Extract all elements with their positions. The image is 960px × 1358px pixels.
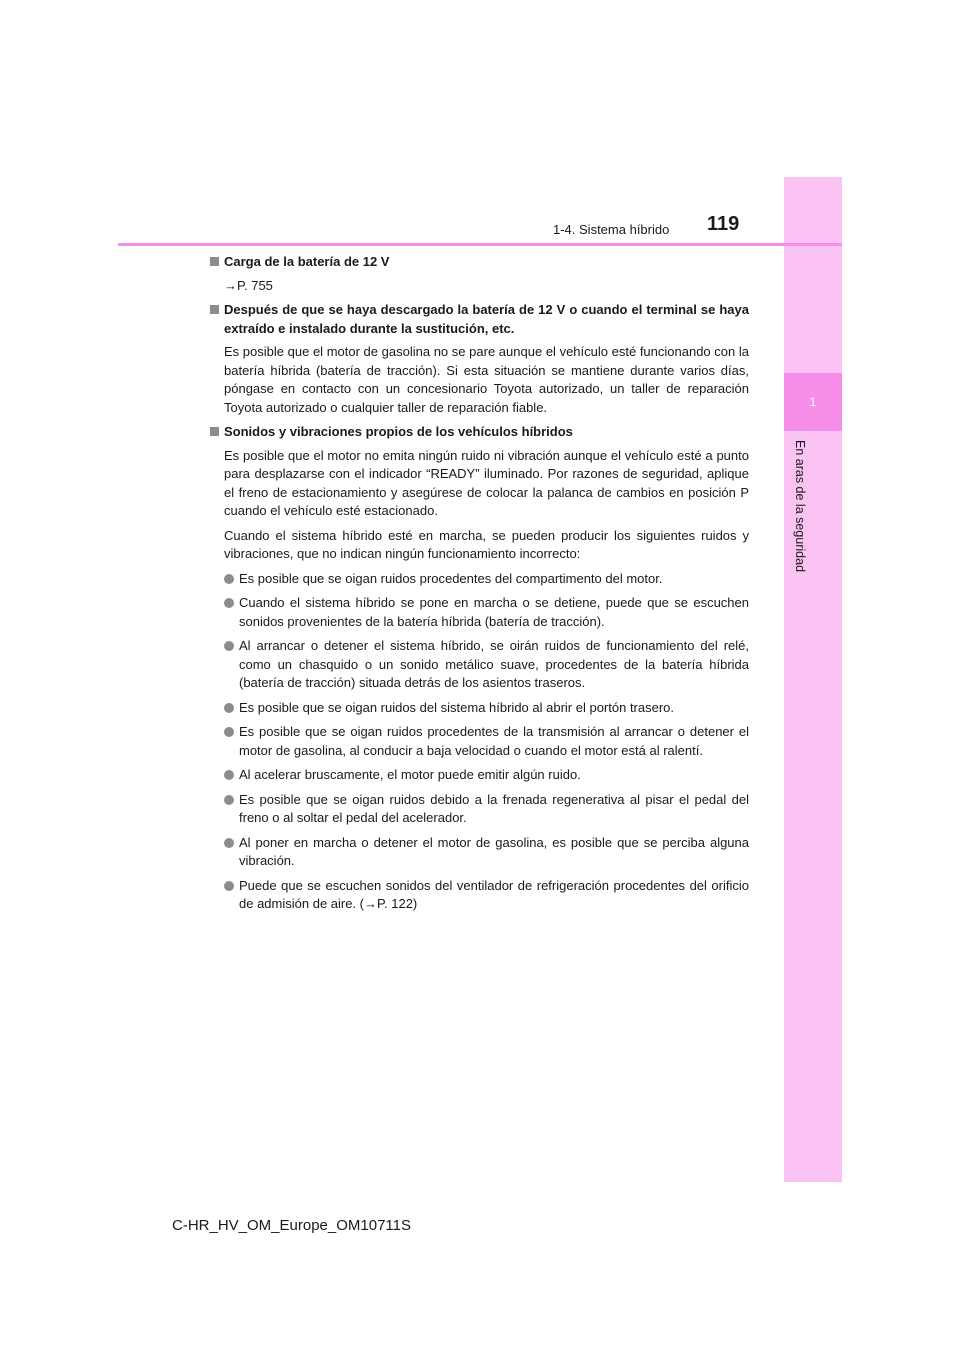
list-item-text: Es posible que se oigan ruidos procedentes de la transmisión al arrancar o detener el motor de gasolina, al conducir a baja velocidad o cuando el motor está al ralentí. [239, 724, 749, 758]
section-heading [209, 301, 749, 338]
list-item [209, 877, 749, 914]
paragraph: Cuando el sistema híbrido esté en marcha, se pueden producir los siguientes ruidos y vibraciones, que no indican ningún funcionamiento incorrecto: [224, 527, 749, 561]
list-item [209, 699, 749, 718]
list-item [209, 791, 749, 828]
circle-bullet-icon [224, 727, 234, 737]
circle-bullet-icon [224, 795, 234, 805]
list-item-text: Es posible que se oigan ruidos procedentes del compartimento del motor. [239, 570, 663, 586]
circle-bullet-icon [224, 641, 234, 651]
square-bullet-icon [210, 305, 219, 314]
list-item-text: Al arrancar o detener el sistema híbrido, se oirán ruidos de funcionamiento del relé, como un chasquido o un sonido metálico suave, procedentes de la batería híbrida (batería de tracción) situada detrás de los asientos traseros. [239, 638, 749, 690]
page-number: 119 [707, 213, 740, 235]
square-bullet-icon [210, 257, 219, 266]
list-item-text: Al poner en marcha o detener el motor de gasolina, es posible que se perciba alguna vibración. [239, 834, 749, 868]
list-item-text: Cuando el sistema híbrido se pone en marcha o se detiene, puede que se escuchen sonidos provenientes de la batería híbrida (batería de tracción). [239, 595, 749, 629]
heading-text: Sonidos y vibraciones propios de los vehículos híbridos [224, 424, 573, 439]
circle-bullet-icon [224, 770, 234, 780]
paragraph: Es posible que el motor de gasolina no se pare aunque el vehículo esté funcionando con la batería híbrida (batería de tracción). Si esta situación se mantiene durante varios días, póngase en contacto con un concesionario Toyota autorizado, un taller de reparación Toyota autorizado o cualquier taller de reparación fiable. [224, 344, 749, 415]
section-heading [209, 423, 749, 442]
list-item-text: Al acelerar bruscamente, el motor puede emitir algún ruido. [239, 767, 581, 782]
circle-bullet-icon [224, 574, 234, 584]
circle-bullet-icon [224, 881, 234, 891]
list-item-text: Es posible que se oigan ruidos debido a la frenada regenerativa al pisar el pedal del freno o al soltar el pedal del acelerador. [239, 791, 749, 825]
cross-reference: →P. 755 [224, 277, 273, 293]
list-item [209, 570, 749, 589]
list-item [209, 766, 749, 785]
heading-text: Después de que se haya descargado la batería de 12 V o cuando el terminal se haya extraído e instalado durante la sustitución, etc. [224, 302, 749, 336]
chapter-tab [784, 373, 842, 431]
side-tab [784, 177, 842, 1182]
header-rule [118, 243, 842, 246]
heading-text: Carga de la batería de 12 V [224, 254, 390, 269]
list-item [209, 834, 749, 871]
chapter-number: 1 [809, 395, 817, 409]
page-content [209, 253, 749, 920]
list-item-text: Puede que se escuchen sonidos del ventilador de refrigeración procedentes del orificio de admisión de aire. (→P. 122) [239, 877, 749, 911]
section-label: 1-4. Sistema híbrido [553, 222, 670, 237]
list-item [209, 723, 749, 760]
list-item-text: Es posible que se oigan ruidos del sistema híbrido al abrir el portón trasero. [239, 699, 675, 715]
circle-bullet-icon [224, 598, 234, 608]
square-bullet-icon [210, 427, 219, 436]
paragraph: Es posible que el motor no emita ningún ruido ni vibración aunque el vehículo esté a punto para desplazarse con el indicador “READY” iluminado. Por razones de seguridad, aplique el freno de estacionamiento y asegúrese de colocar la palanca de cambios en posición P cuando el vehículo esté estacionado. [224, 447, 749, 518]
chapter-label: En aras de la seguridad [793, 440, 807, 573]
section-heading [209, 253, 749, 272]
list-item [209, 594, 749, 631]
list-item [209, 637, 749, 693]
circle-bullet-icon [224, 703, 234, 713]
circle-bullet-icon [224, 838, 234, 848]
document-code: C-HR_HV_OM_Europe_OM10711S [172, 1217, 411, 1234]
